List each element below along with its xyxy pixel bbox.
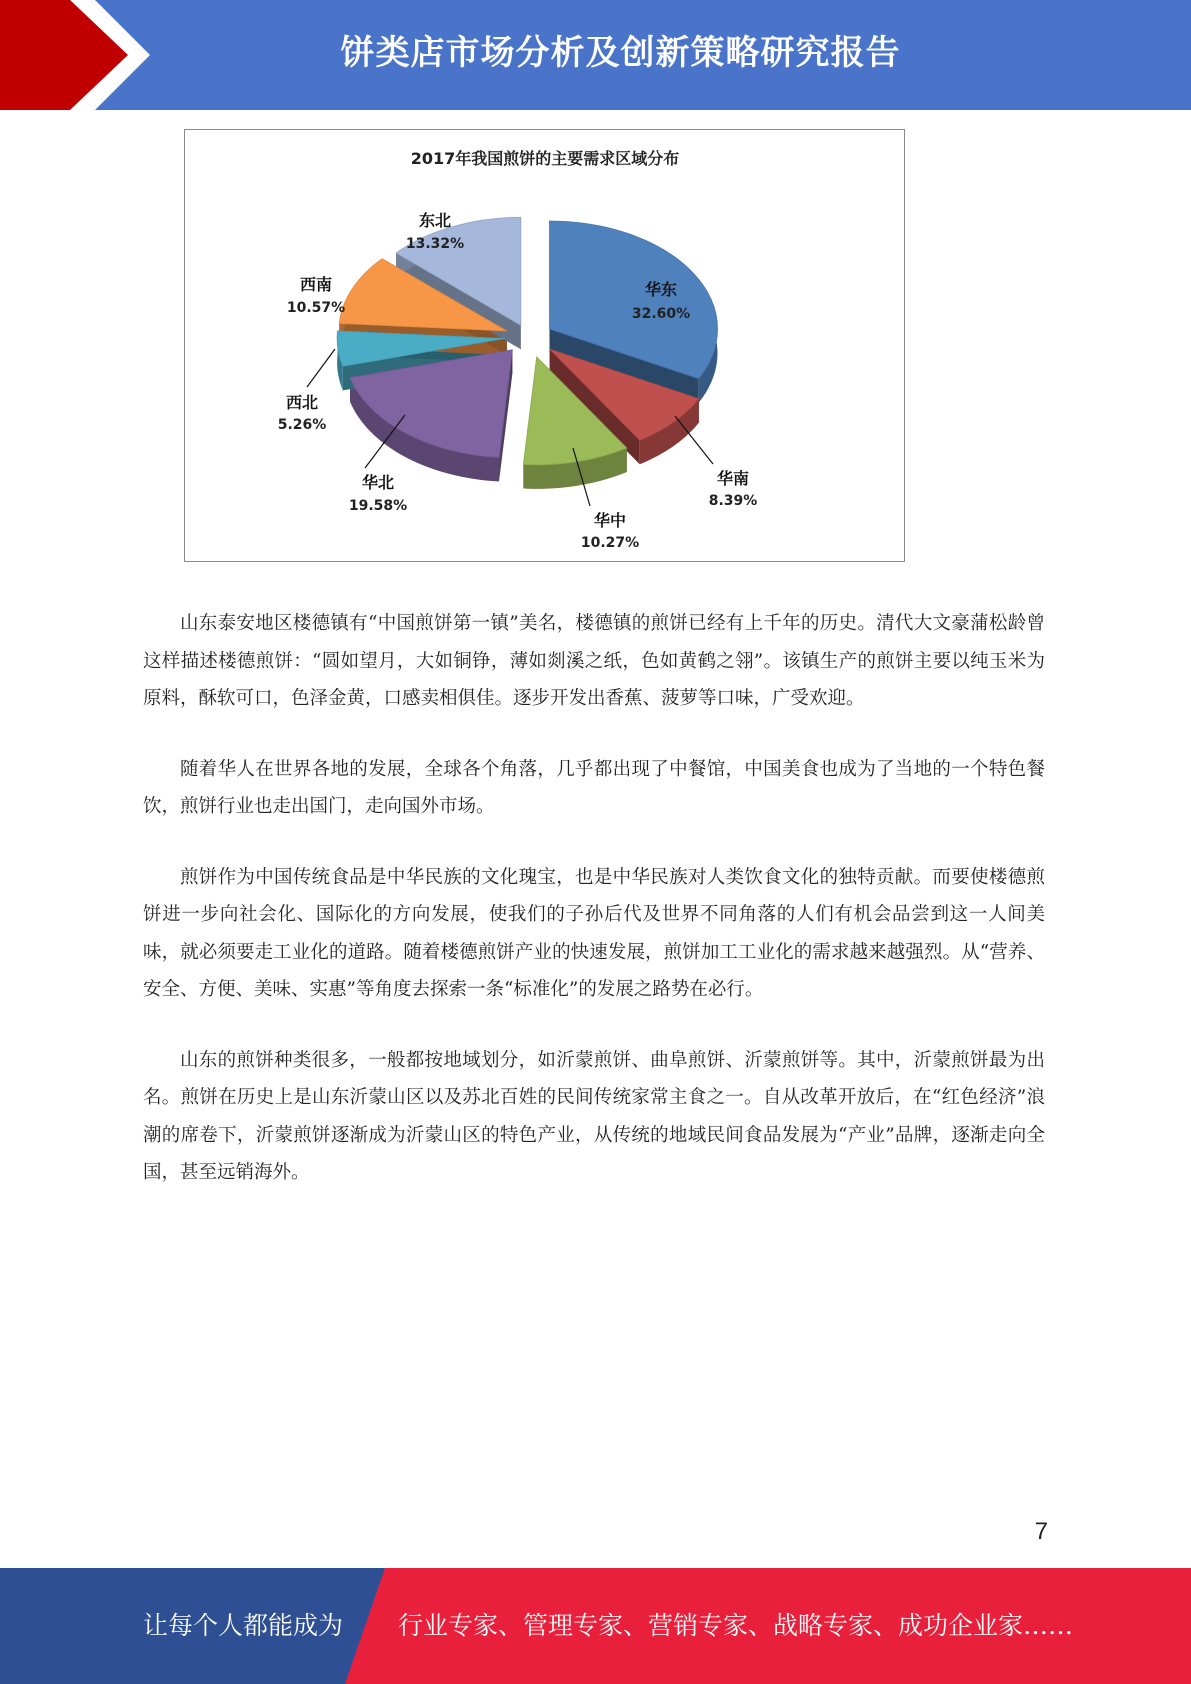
slice-label-name: 华中 <box>593 511 627 530</box>
slice-label-value: 13.32% <box>405 236 465 252</box>
footer-slogan-left: 让每个人都能成为 <box>143 1611 344 1640</box>
slice-label-name: 华东 <box>644 280 678 299</box>
slice-label-value: 10.57% <box>286 300 346 316</box>
page-header <box>0 0 1191 110</box>
slice-label-name: 东北 <box>418 211 452 230</box>
slice-label-value: 19.58% <box>348 498 408 514</box>
leader-line <box>307 349 335 387</box>
slice-label-name: 西南 <box>299 275 333 294</box>
paragraph: 煎饼作为中国传统食品是中华民族的文化瑰宝，也是中华民族对人类饮食文化的独特贡献。而要使楼德煎饼进一步向社会化、国际化的方向发展，使我们的子孙后代及世界不同角落的人们有机会品尝到这一人间美味，就必须要走工业化的道路。随着楼德煎饼产业的快速发展，煎饼加工工业化的需求越来越强烈。从“营养、安全、方便、美味、实惠”等角度去探索一条“标准化”的发展之路势在必行。 <box>143 866 1045 1000</box>
page-number: 7 <box>1034 1518 1048 1545</box>
pie-chart <box>184 129 905 562</box>
footer-slogan-right: 行业专家、管理专家、营销专家、战略专家、成功企业家…… <box>398 1611 1074 1640</box>
article-body <box>143 605 1045 1225</box>
slice-label-value: 10.27% <box>580 535 640 551</box>
slice-label-name: 华北 <box>361 473 395 492</box>
slice-label-value: 8.39% <box>708 493 758 509</box>
paragraph: 随着华人在世界各地的发展，全球各个角落，几乎都出现了中餐馆，中国美食也成为了当地的一个特色餐饮，煎饼行业也走出国门，走向国外市场。 <box>143 758 1045 817</box>
slice-label-value: 5.26% <box>277 417 327 433</box>
paragraph: 山东的煎饼种类很多，一般都按地域划分，如沂蒙煎饼、曲阜煎饼、沂蒙煎饼等。其中，沂蒙煎饼最为出名。煎饼在历史上是山东沂蒙山区以及苏北百姓的民间传统家常主食之一。自从改革开放后，在“红色经济”浪潮的席卷下，沂蒙煎饼逐渐成为沂蒙山区的特色产业，从传统的地域民间食品发展为“产业”品牌，逐渐走向全国，甚至远销海外。 <box>143 1049 1045 1183</box>
slice-label-value: 32.60% <box>631 306 691 322</box>
chart-title: 2017年我国煎饼的主要需求区域分布 <box>410 149 680 168</box>
paragraph: 山东泰安地区楼德镇有“中国煎饼第一镇”美名，楼德镇的煎饼已经有上千年的历史。清代大文豪蒲松龄曾这样描述楼德煎饼：“圆如望月，大如铜铮，薄如剡溪之纸，色如黄鹤之翎”。该镇生产的煎饼主要以纯玉米为原料，酥软可口，色泽金黄，口感卖相俱佳。逐步开发出香蕉、菠萝等口味，广受欢迎。 <box>143 613 1045 709</box>
pie-chart-svg <box>185 130 906 563</box>
slice-label-name: 华南 <box>716 469 750 488</box>
header-arrow-decoration <box>0 0 160 110</box>
page-footer <box>0 1568 1191 1684</box>
slice-label-name: 西北 <box>285 393 319 412</box>
report-title: 饼类店市场分析及创新策略研究报告 <box>340 33 901 73</box>
